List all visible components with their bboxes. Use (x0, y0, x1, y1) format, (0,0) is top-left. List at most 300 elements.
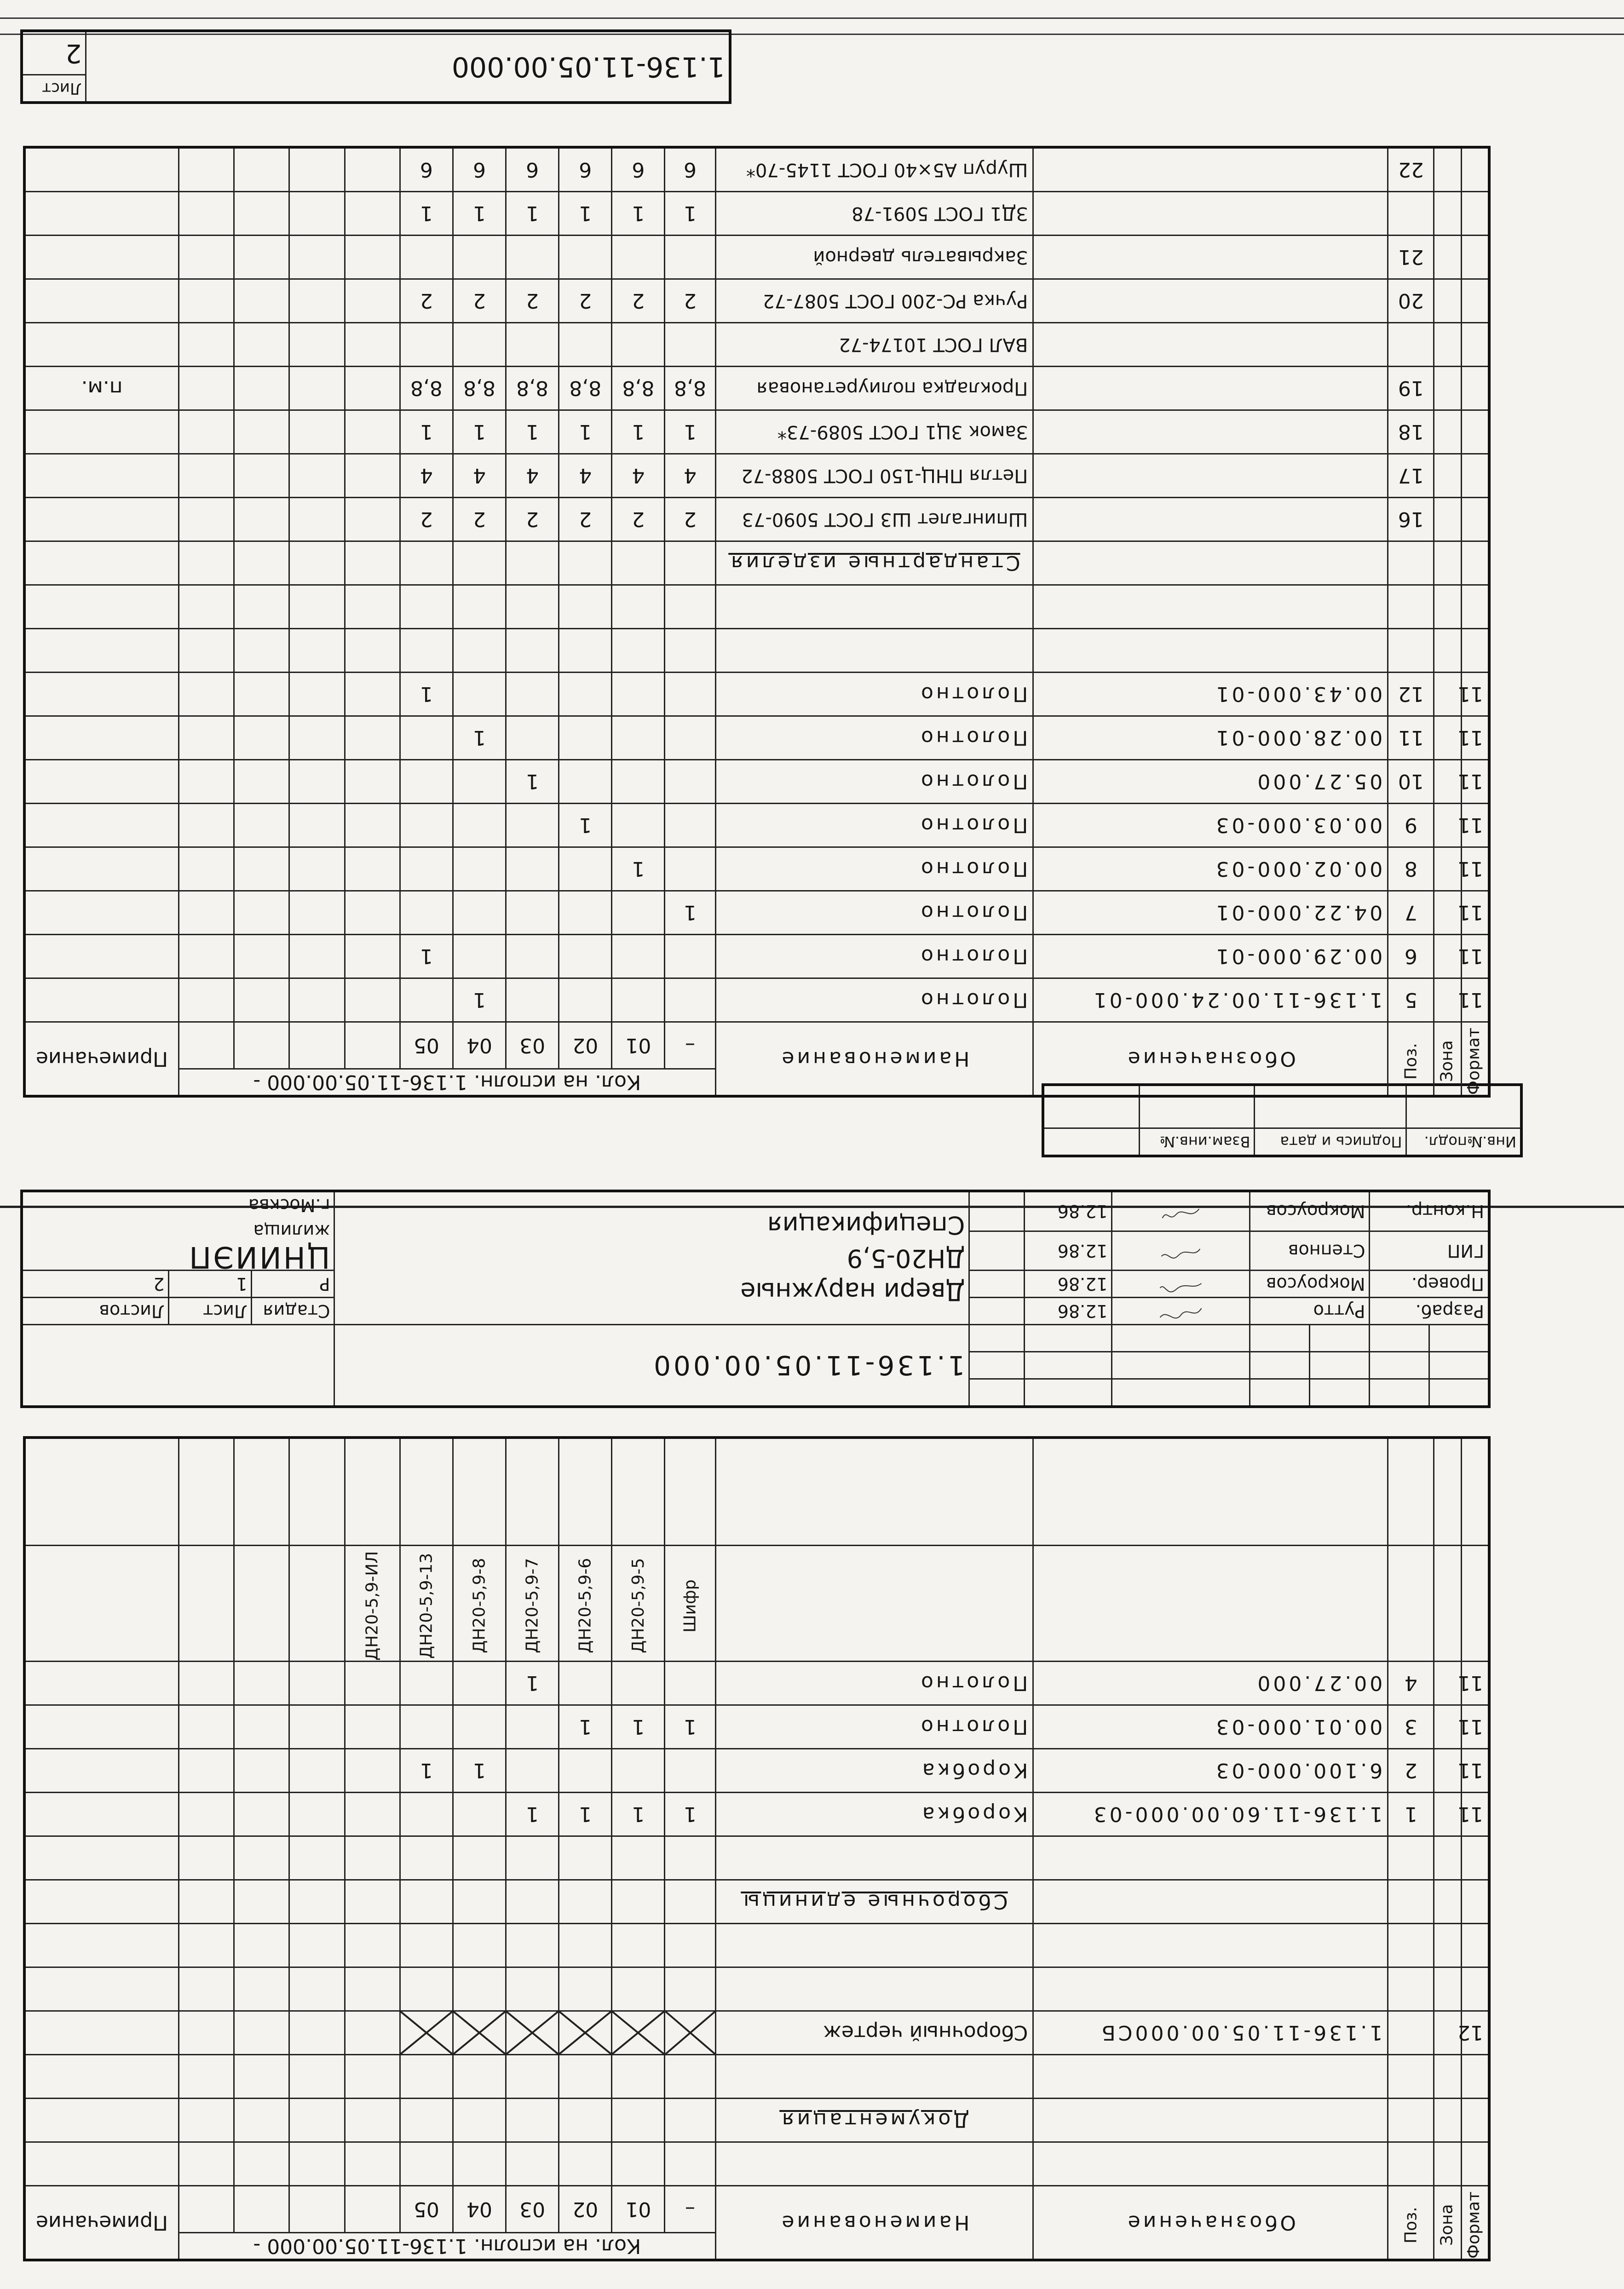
row-qty: 1 (506, 410, 559, 454)
row-qty: 8,8 (453, 366, 506, 410)
role: Провер. (1370, 1271, 1489, 1298)
row-qty (665, 759, 715, 803)
role: ГИП (1370, 1231, 1489, 1270)
row-qty (612, 1661, 665, 1705)
section-row (24, 1880, 1489, 1923)
row-qty (400, 803, 453, 847)
row-designation: 00.01.000-03 (1033, 1705, 1388, 1748)
row-pos: 8 (1388, 847, 1434, 891)
row-designation: 6.100.000-03 (1033, 1748, 1388, 1792)
row-qty (506, 235, 559, 279)
row-pos: 1 (1388, 1792, 1434, 1836)
row-qty: 8,8 (506, 366, 559, 410)
col-name: Наименование (715, 1022, 1033, 1096)
row-qty: 1 (453, 978, 506, 1022)
row-qty: 1 (559, 191, 612, 235)
row-pos (1388, 191, 1434, 235)
sheet-label: Лист (169, 1298, 252, 1325)
row-qty: 6 (453, 147, 506, 192)
row-qty (400, 978, 453, 1022)
section-standard: Стандартные изделия (715, 541, 1033, 585)
variant-cell: 02 (559, 2185, 612, 2232)
row-qty: 4 (506, 454, 559, 497)
variant-cell: 02 (559, 1022, 612, 1069)
variant-cell: 05 (400, 2185, 453, 2232)
title-block (20, 1190, 1491, 1408)
variant-cell: 03 (506, 2185, 559, 2232)
row-qty (559, 978, 612, 1022)
variant-cell: 01 (612, 1022, 665, 1069)
row-qty: 2 (612, 497, 665, 541)
row-qty: 2 (665, 497, 715, 541)
assembly-rows (24, 1661, 1489, 1836)
table-row (24, 410, 1489, 454)
row-qty: 2 (559, 279, 612, 322)
row-format: 11 (1462, 891, 1489, 934)
date: 12.86 (1025, 1271, 1112, 1298)
variant-cell: – (665, 2185, 715, 2232)
row-pos: 18 (1388, 410, 1434, 454)
row-qty: 6 (506, 147, 559, 192)
row-qty (453, 759, 506, 803)
row-name: Замок 3Ц1 ГОСТ 5089-73* (715, 410, 1033, 454)
row-name: Полотно (715, 978, 1033, 1022)
row-qty: 1 (400, 1748, 453, 1792)
row-format: 11 (1462, 1748, 1489, 1792)
row-name: Петля ПНЦ-150 ГОСТ 5088-72 (715, 454, 1033, 497)
row-pos: 5 (1388, 978, 1434, 1022)
row-qty (400, 847, 453, 891)
row-qty (559, 716, 612, 759)
col-pos: Поз. (1388, 1022, 1434, 1096)
row-qty (559, 672, 612, 716)
row-name: Полотно (715, 1661, 1033, 1705)
sheet2-sheet-number: 2 (22, 31, 86, 75)
row-qty (559, 1661, 612, 1705)
row-qty (665, 322, 715, 366)
row-qty (453, 803, 506, 847)
row-note (24, 279, 179, 322)
row-qty: 1 (612, 1705, 665, 1748)
date: 12.86 (1025, 1298, 1112, 1325)
row-qty (612, 978, 665, 1022)
blank-row (24, 1923, 1489, 1967)
row-qty: 2 (506, 279, 559, 322)
date: 12.86 (1025, 1231, 1112, 1270)
doc-format: 12 (1462, 2011, 1489, 2054)
signature (1112, 1231, 1250, 1270)
sheet2-code-block (20, 29, 731, 104)
x-mark (559, 2011, 612, 2054)
title-line3: Спецификация (767, 1211, 965, 1240)
table-row (24, 191, 1489, 235)
col-zone: Зона (1434, 2185, 1462, 2260)
row-pos: 16 (1388, 497, 1434, 541)
row-qty (612, 1748, 665, 1792)
sheet1-spec-table (23, 1436, 1491, 2261)
row-qty: 1 (665, 191, 715, 235)
row-designation: 00.27.000 (1033, 1661, 1388, 1705)
row-format: 11 (1462, 803, 1489, 847)
sheets-value: 2 (22, 1271, 169, 1298)
row-name: Полотно (715, 759, 1033, 803)
person-name: Рутто (1250, 1298, 1370, 1325)
sheet2-sheet-label: Лист (22, 75, 86, 103)
row-pos: 7 (1388, 891, 1434, 934)
row-qty (559, 891, 612, 934)
role: Н.контр. (1370, 1191, 1489, 1231)
stage-value: Р (252, 1271, 334, 1298)
row-qty (559, 1748, 612, 1792)
title-code: 1.136-11.05.00.000 (334, 1325, 969, 1407)
row-qty: 2 (453, 279, 506, 322)
col-note: Примечание (24, 2185, 179, 2260)
row-qty (612, 934, 665, 978)
row-qty (665, 235, 715, 279)
row-qty: 6 (400, 147, 453, 192)
org-line2: жилища (253, 1221, 330, 1241)
row-qty: 4 (612, 454, 665, 497)
row-qty: 8,8 (400, 366, 453, 410)
role: Разраб. (1370, 1298, 1489, 1325)
row-qty (400, 1705, 453, 1748)
row-qty (453, 891, 506, 934)
row-qty: 1 (506, 1792, 559, 1836)
row-qty (506, 978, 559, 1022)
blank-row (24, 2142, 1489, 2185)
row-qty: 1 (612, 847, 665, 891)
col-designation: Обозначение (1033, 1022, 1388, 1096)
signature (1112, 1191, 1250, 1231)
stamp-label: Взам.инв.№ (1140, 1128, 1255, 1156)
row-pos: 21 (1388, 235, 1434, 279)
row-qty (665, 934, 715, 978)
row-qty (400, 1792, 453, 1836)
variant-cell: 01 (612, 2185, 665, 2232)
row-qty (559, 934, 612, 978)
row-qty (453, 1792, 506, 1836)
row-designation: 04.22.000-01 (1033, 891, 1388, 934)
col-qty-header: Кол. на исполн. 1.136-11.05.00.000 - (179, 1069, 715, 1096)
row-qty: 1 (400, 191, 453, 235)
row-qty (559, 847, 612, 891)
row-qty (612, 716, 665, 759)
row-qty (559, 759, 612, 803)
row-qty (612, 891, 665, 934)
row-qty (665, 803, 715, 847)
section-assembly-units: Сборочные единицы (715, 1880, 1033, 1923)
row-qty (665, 1661, 715, 1705)
row-qty (400, 1661, 453, 1705)
row-pos: 3 (1388, 1705, 1434, 1748)
row-note (24, 191, 179, 235)
cipher-row (24, 1545, 1489, 1661)
row-format: 11 (1462, 1661, 1489, 1705)
row-qty (400, 322, 453, 366)
row-qty (506, 1705, 559, 1748)
row-name: Полотно (715, 672, 1033, 716)
row-qty: 1 (506, 1661, 559, 1705)
row-qty (559, 322, 612, 366)
blank-row (24, 1438, 1489, 1546)
header-row (24, 2232, 1489, 2260)
row-qty: 1 (400, 934, 453, 978)
row-designation: 00.02.000-03 (1033, 847, 1388, 891)
row-name: Полотно (715, 891, 1033, 934)
variant-cell: – (665, 1022, 715, 1069)
row-name: Полотно (715, 1705, 1033, 1748)
variant-name: ДН20-5,9-ИЛ (345, 1545, 400, 1661)
title-line1: Двери наружные (740, 1277, 965, 1306)
row-pos: 4 (1388, 1661, 1434, 1705)
col-designation: Обозначение (1033, 2185, 1388, 2260)
row-note: п.м. (24, 366, 179, 410)
row-qty: 2 (665, 279, 715, 322)
row-qty: 1 (612, 1792, 665, 1836)
section-documentation: Документация (715, 2098, 1033, 2142)
row-qty (453, 1661, 506, 1705)
row-qty: 1 (559, 410, 612, 454)
row-qty (453, 235, 506, 279)
title-text (334, 1191, 969, 1325)
row-qty: 1 (665, 1705, 715, 1748)
table-row (24, 759, 1489, 803)
col-pos: Поз. (1388, 2185, 1434, 2260)
table-row (24, 1792, 1489, 1836)
sheet2-code: 1.136-11.05.00.000 (86, 31, 730, 103)
row-qty: 1 (559, 1792, 612, 1836)
doc-row (24, 2011, 1489, 2054)
row-qty (506, 891, 559, 934)
row-qty: 1 (453, 716, 506, 759)
table-row (24, 322, 1489, 366)
blank-row (24, 1967, 1489, 2011)
col-format: Формат (1462, 2185, 1489, 2260)
row-note (24, 497, 179, 541)
row-name: Полотно (715, 803, 1033, 847)
row-qty: 1 (506, 191, 559, 235)
row-note (24, 235, 179, 279)
row-qty: 1 (400, 410, 453, 454)
row-qty: 1 (559, 1705, 612, 1748)
row-note (24, 410, 179, 454)
x-mark (506, 2011, 559, 2054)
x-mark (612, 2011, 665, 2054)
row-qty (400, 759, 453, 803)
row-name: Ручка РС-200 ГОСТ 5087-72 (715, 279, 1033, 322)
row-qty: 1 (665, 1792, 715, 1836)
row-qty: 1 (665, 410, 715, 454)
stage-label: Стадия (252, 1298, 334, 1325)
row-designation: 00.43.000-01 (1033, 672, 1388, 716)
table-row (24, 279, 1489, 322)
row-qty: 1 (559, 803, 612, 847)
x-mark (400, 2011, 453, 2054)
row-qty (453, 322, 506, 366)
row-format: 11 (1462, 716, 1489, 759)
variant-name: ДН20-5,9-5 (612, 1545, 665, 1661)
section-row (24, 2098, 1489, 2142)
row-note (24, 147, 179, 192)
row-pos: 10 (1388, 759, 1434, 803)
title-line2: ДН20-5,9 (847, 1244, 965, 1273)
row-qty: 4 (453, 454, 506, 497)
sheet2-spec-table (23, 146, 1491, 1098)
row-qty: 8,8 (665, 366, 715, 410)
row-designation: 1.136-11.00.24.000-01 (1033, 978, 1388, 1022)
row-qty: 1 (453, 1748, 506, 1792)
row-qty: 8,8 (612, 366, 665, 410)
table-row (24, 847, 1489, 891)
row-qty: 4 (400, 454, 453, 497)
row-qty (400, 716, 453, 759)
row-qty (665, 672, 715, 716)
row-name: Полотно (715, 716, 1033, 759)
row-designation: 00.28.000-01 (1033, 716, 1388, 759)
org-line1: ЦНИИЭП (187, 1240, 330, 1274)
row-format: 11 (1462, 1705, 1489, 1748)
sheets-label: Листов (22, 1298, 169, 1325)
row-pos: 17 (1388, 454, 1434, 497)
row-qty (665, 1748, 715, 1792)
row-pos: 19 (1388, 366, 1434, 410)
row-pos: 2 (1388, 1748, 1434, 1792)
row-designation: 00.03.000-03 (1033, 803, 1388, 847)
row-qty: 2 (400, 279, 453, 322)
col-format: Формат (1462, 1022, 1489, 1096)
row-name: Полотно (715, 934, 1033, 978)
row-qty (400, 891, 453, 934)
row-name: Закрыватель дверной (715, 235, 1033, 279)
row-qty: 2 (400, 497, 453, 541)
standard-rows (24, 147, 1489, 541)
table-row (24, 978, 1489, 1022)
table-row (24, 803, 1489, 847)
row-qty: 1 (612, 191, 665, 235)
date: 12.86 (1025, 1191, 1112, 1231)
row-name: Коробка (715, 1748, 1033, 1792)
row-name: ВАЛ ГОСТ 10174-72 (715, 322, 1033, 366)
row-qty: 1 (506, 759, 559, 803)
table-row (24, 454, 1489, 497)
row-qty: 1 (665, 891, 715, 934)
signature-row (22, 1298, 1489, 1325)
row-qty (612, 235, 665, 279)
row-qty (506, 803, 559, 847)
row-designation: 00.29.000-01 (1033, 934, 1388, 978)
col-name: Наименование (715, 2185, 1033, 2260)
row-qty: 6 (559, 147, 612, 192)
signature (1112, 1298, 1250, 1325)
doc-designation: 1.136-11.05.00.000СБ (1033, 2011, 1388, 2054)
row-name: Шуруп А5×40 ГОСТ 1145-70* (715, 147, 1033, 192)
row-pos: 22 (1388, 147, 1434, 192)
variant-name: ДН20-5,9-6 (559, 1545, 612, 1661)
header-row (24, 1069, 1489, 1096)
table-row (24, 497, 1489, 541)
blank-row (24, 2054, 1489, 2098)
blank-row (24, 628, 1489, 672)
col-qty-header: Кол. на исполн. 1.136-11.05.00.000 - (179, 2232, 715, 2260)
x-mark (453, 2011, 506, 2054)
stamp-label: Подпись и дата (1255, 1128, 1406, 1156)
row-pos: 12 (1388, 672, 1434, 716)
table-row (24, 366, 1489, 410)
row-qty: 2 (453, 497, 506, 541)
table-row (24, 934, 1489, 978)
table-row (24, 1661, 1489, 1705)
blank-row (24, 1836, 1489, 1880)
row-qty (506, 847, 559, 891)
row-qty (612, 322, 665, 366)
edge-line (0, 17, 1624, 19)
row-qty (559, 235, 612, 279)
row-qty (506, 716, 559, 759)
variant-cell: 04 (453, 2185, 506, 2232)
table-row (24, 672, 1489, 716)
person-name: Мокроусов (1250, 1191, 1370, 1231)
row-qty (453, 847, 506, 891)
table-row (24, 891, 1489, 934)
col-zone: Зона (1434, 1022, 1462, 1096)
organization (22, 1191, 334, 1274)
row-qty (400, 235, 453, 279)
table-row (24, 1748, 1489, 1792)
row-pos: 9 (1388, 803, 1434, 847)
row-designation: 1.136-11.60.00.000-03 (1033, 1792, 1388, 1836)
row-qty (665, 978, 715, 1022)
row-format: 11 (1462, 672, 1489, 716)
part-rows (24, 672, 1489, 1022)
org-line3: г.Москва (248, 1195, 330, 1215)
x-mark (665, 2011, 715, 2054)
table-row (24, 235, 1489, 279)
row-qty: 1 (400, 672, 453, 716)
doc-name: Сборочный чертеж (715, 2011, 1033, 2054)
cipher-label: Шифр (665, 1545, 715, 1661)
variant-name: ДН20-5,9-8 (453, 1545, 506, 1661)
row-name: ЗД1 ГОСТ 5091-78 (715, 191, 1033, 235)
row-format: 11 (1462, 978, 1489, 1022)
row-pos (1388, 322, 1434, 366)
blank-row (24, 585, 1489, 628)
row-format: 11 (1462, 847, 1489, 891)
variant-cell: 05 (400, 1022, 453, 1069)
row-qty: 2 (559, 497, 612, 541)
table-row (24, 1705, 1489, 1748)
row-qty: 4 (559, 454, 612, 497)
row-qty: 4 (665, 454, 715, 497)
row-qty (453, 1705, 506, 1748)
row-format: 11 (1462, 934, 1489, 978)
variant-cell: 04 (453, 1022, 506, 1069)
variant-name: ДН20-5,9-13 (400, 1545, 453, 1661)
row-name: Коробка (715, 1792, 1033, 1836)
row-qty (612, 759, 665, 803)
section-row (24, 541, 1489, 585)
signature (1112, 1271, 1250, 1298)
row-designation: 05.27.000 (1033, 759, 1388, 803)
row-qty: 1 (453, 410, 506, 454)
row-name: Полотно (715, 847, 1033, 891)
row-qty (453, 672, 506, 716)
row-qty: 1 (453, 191, 506, 235)
row-qty (506, 672, 559, 716)
row-format: 11 (1462, 759, 1489, 803)
row-note (24, 322, 179, 366)
person-name: Мокроусов (1250, 1271, 1370, 1298)
row-qty: 8,8 (559, 366, 612, 410)
